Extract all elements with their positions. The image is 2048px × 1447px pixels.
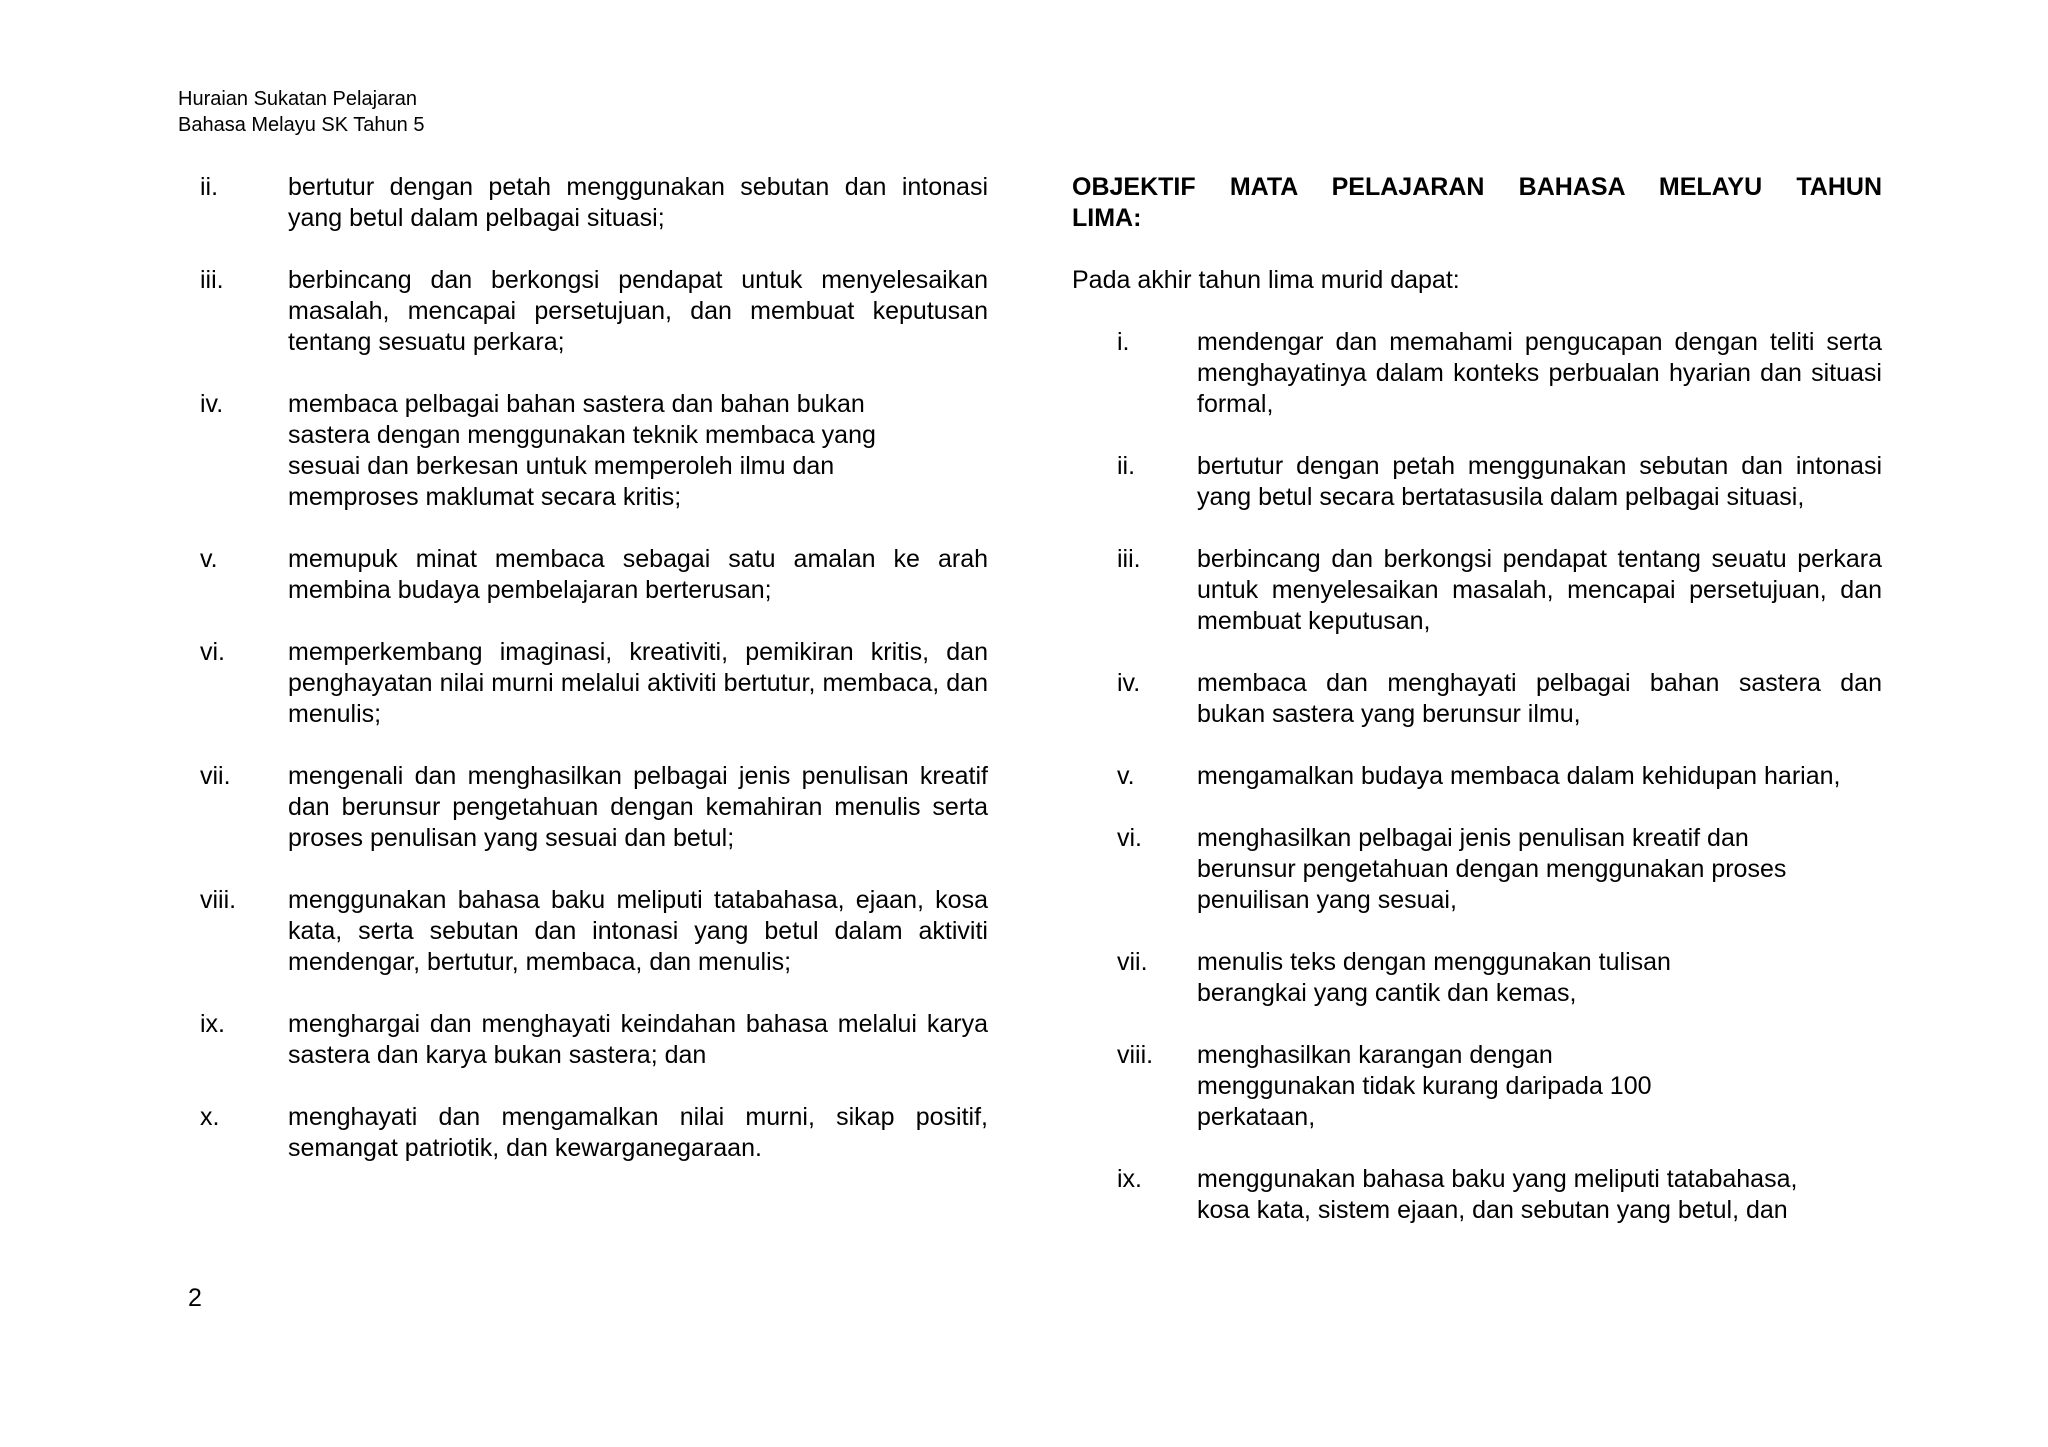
heading-line-1: OBJEKTIF MATA PELAJARAN BAHASA MELAYU TAHUN <box>1072 173 1882 201</box>
list-item <box>1072 761 1882 792</box>
item-number: viii. <box>200 886 237 914</box>
item-number: v. <box>200 545 218 573</box>
list-item <box>200 265 988 358</box>
item-text: menghargai dan menghayati keindahan bahasa melalui karya sastera dan karya bukan sastera; dan <box>288 1010 988 1069</box>
item-text: menulis teks dengan menggunakan tulisan berangkai yang cantik dan kemas, <box>1197 948 1671 1007</box>
list-item <box>1072 668 1882 730</box>
list-item <box>200 761 988 854</box>
item-number: ii. <box>200 173 219 201</box>
item-text: memperkembang imaginasi, kreativiti, pemikiran kritis, dan penghayatan nilai murni melalui aktiviti bertutur, membaca, dan menulis; <box>288 638 988 728</box>
item-text: mendengar dan memahami pengucapan dengan teliti serta menghayatinya dalam konteks perbualan hyarian dan situasi formal, <box>1197 328 1882 418</box>
item-number: iv. <box>200 390 224 418</box>
header-line-2: Bahasa Melayu SK Tahun 5 <box>178 114 425 136</box>
item-text: menghayati dan mengamalkan nilai murni, sikap positif, semangat patriotik, dan kewarganegaraan. <box>288 1103 988 1162</box>
page-number: 2 <box>188 1284 202 1312</box>
intro-text: Pada akhir tahun lima murid dapat: <box>1072 266 1460 294</box>
item-number: ix. <box>200 1010 225 1038</box>
item-text: berbincang dan berkongsi pendapat tentang seuatu perkara untuk menyelesaikan masalah, mencapai persetujuan, dan membuat keputusan, <box>1197 545 1882 635</box>
list-item <box>1072 451 1882 513</box>
list-item <box>1072 327 1882 420</box>
left-column-list <box>200 172 988 1195</box>
list-item <box>200 172 988 234</box>
item-number: iii. <box>1117 545 1141 573</box>
item-number: vi. <box>1117 824 1142 852</box>
list-item <box>200 637 988 730</box>
right-column <box>1072 172 1882 1257</box>
item-number: x. <box>200 1103 220 1131</box>
header-line-1: Huraian Sukatan Pelajaran <box>178 88 418 110</box>
section-heading <box>1072 172 1882 234</box>
item-text: menghasilkan karangan dengan menggunakan tidak kurang daripada 100 perkataan, <box>1197 1041 1652 1131</box>
item-text: membaca pelbagai bahan sastera dan bahan bukan sastera dengan menggunakan teknik membaca yang sesuai dan berkesan untuk memperoleh ilmu dan memproses maklumat secara kritis; <box>288 390 876 511</box>
item-number: ix. <box>1117 1165 1142 1193</box>
running-header <box>178 86 424 138</box>
item-text: mengamalkan budaya membaca dalam kehidupan harian, <box>1197 762 1841 790</box>
heading-line-2: LIMA: <box>1072 204 1142 232</box>
item-text: bertutur dengan petah menggunakan sebutan dan intonasi yang betul dalam pelbagai situasi; <box>288 173 988 232</box>
item-text: mengenali dan menghasilkan pelbagai jenis penulisan kreatif dan berunsur pengetahuan dengan kemahiran menulis serta proses penulisan yang sesuai dan betul; <box>288 762 988 852</box>
list-item <box>1072 1164 1882 1226</box>
item-number: vi. <box>200 638 225 666</box>
list-item <box>200 1102 988 1164</box>
item-text: menghasilkan pelbagai jenis penulisan kreatif dan berunsur pengetahuan dengan menggunakan proses penuilisan yang sesuai, <box>1197 824 1787 914</box>
list-item <box>1072 823 1882 916</box>
item-text: menggunakan bahasa baku yang meliputi tatabahasa, kosa kata, sistem ejaan, dan sebutan yang betul, dan <box>1197 1165 1798 1224</box>
list-item <box>200 1009 988 1071</box>
item-number: i. <box>1117 328 1130 356</box>
item-text: membaca dan menghayati pelbagai bahan sastera dan bukan sastera yang berunsur ilmu, <box>1197 669 1882 728</box>
item-number: v. <box>1117 762 1135 790</box>
item-number: iii. <box>200 266 224 294</box>
item-text: memupuk minat membaca sebagai satu amalan ke arah membina budaya pembelajaran berterusan; <box>288 545 988 604</box>
item-number: iv. <box>1117 669 1141 697</box>
item-text: bertutur dengan petah menggunakan sebutan dan intonasi yang betul secara bertatasusila dalam pelbagai situasi, <box>1197 452 1882 511</box>
list-item <box>1072 544 1882 637</box>
item-number: viii. <box>1117 1041 1154 1069</box>
list-item <box>200 885 988 978</box>
item-number: ii. <box>1117 452 1136 480</box>
list-item <box>1072 947 1882 1009</box>
item-text: berbincang dan berkongsi pendapat untuk menyelesaikan masalah, mencapai persetujuan, dan membuat keputusan tentang sesuatu perkara; <box>288 266 988 356</box>
list-item <box>1072 1040 1882 1133</box>
list-item <box>200 389 988 513</box>
item-number: vii. <box>200 762 231 790</box>
item-number: vii. <box>1117 948 1148 976</box>
item-text: menggunakan bahasa baku meliputi tatabahasa, ejaan, kosa kata, serta sebutan dan intonasi yang betul dalam aktiviti mendengar, bertutur, membaca, dan menulis; <box>288 886 988 976</box>
list-item <box>200 544 988 606</box>
